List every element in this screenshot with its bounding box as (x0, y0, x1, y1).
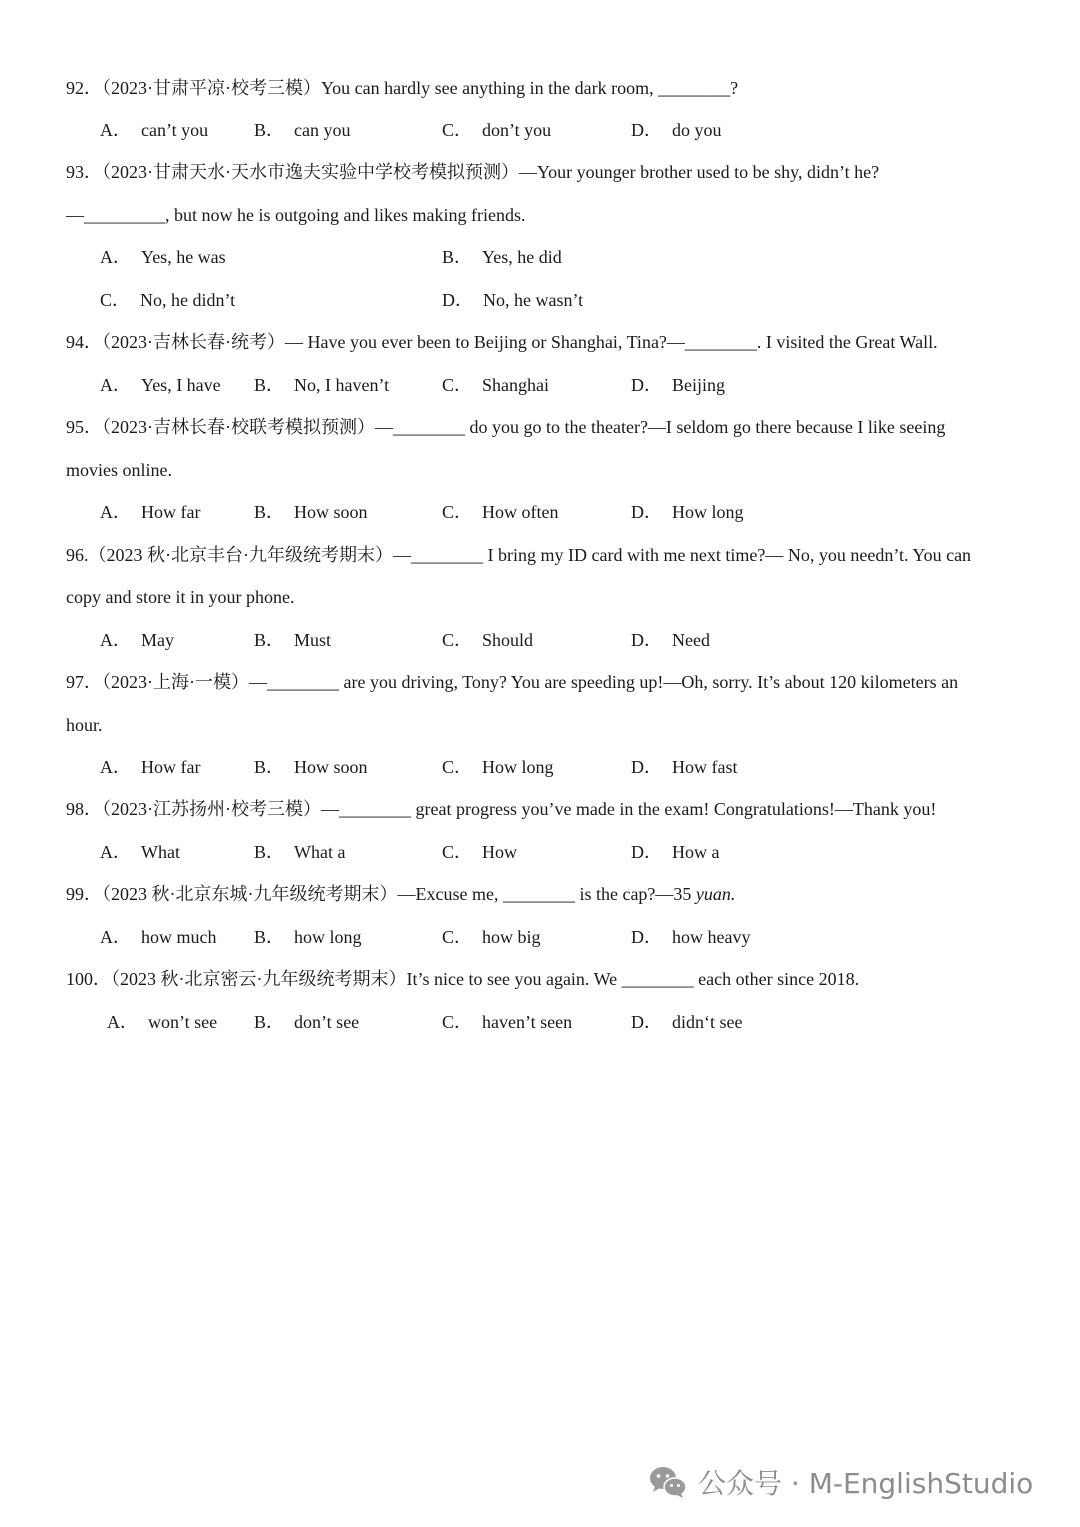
option-a: A． won’t see (107, 1012, 218, 1032)
question-93-stem-continued: —_________, but now he is outgoing and likes making friends. (66, 205, 526, 225)
option-b: B． Yes, he did (442, 247, 562, 267)
question-95-stem-continued: movies online. (66, 460, 172, 480)
question-96-stem: 96.（2023 秋·北京丰台·九年级统考期末）—________ I bring my ID card with me next time?— No, you needn’t. You can (66, 545, 972, 565)
option-c: C． How (442, 842, 518, 862)
question-92-stem: 92．（2023·甘肃平凉·校考三模）You can hardly see anything in the dark room, ________? (66, 78, 739, 98)
question-96-stem-continued: copy and store it in your phone. (66, 587, 295, 607)
question-100-stem: 100．（2023 秋·北京密云·九年级统考期末）It’s nice to see you again. We ________ each other since 2018. (66, 969, 860, 989)
option-c: C． How often (442, 502, 559, 522)
option-a: A． can’t you (100, 120, 209, 140)
option-b: B． How soon (254, 502, 368, 522)
option-d: D． how heavy (631, 927, 751, 947)
question-94-stem: 94．（2023·吉林长春·统考）— Have you ever been to Beijing or Shanghai, Tina?—________. I visited the Great Wall. (66, 332, 938, 352)
option-c: C． don’t you (442, 120, 552, 140)
watermark (648, 1462, 1033, 1502)
option-d: D． do you (631, 120, 722, 140)
option-a: A． How far (100, 757, 201, 777)
option-c: C． How long (442, 757, 554, 777)
question-99-stem-text: 99．（2023 秋·北京东城·九年级统考期末）—Excuse me, ________ is the cap?—35 (66, 884, 696, 904)
question-98-stem: 98．（2023·江苏扬州·校考三模）—________ great progress you’ve made in the exam! Congratulations!—Thank you! (66, 799, 937, 819)
option-b: B． can you (254, 120, 351, 140)
option-c: C． how big (442, 927, 541, 947)
option-b: B． How soon (254, 757, 368, 777)
question-97-stem-continued: hour. (66, 715, 103, 735)
option-d: D． How fast (631, 757, 738, 777)
option-a: A． What (100, 842, 180, 862)
option-d: D． No, he wasn’t (442, 290, 584, 310)
option-a: A． how much (100, 927, 217, 947)
option-d: D． Beijing (631, 375, 725, 395)
option-a: A． Yes, I have (100, 375, 221, 395)
question-99-stem (66, 883, 735, 905)
question-97-stem: 97．（2023·上海·一模）—________ are you driving, Tony? You are speeding up!—Oh, sorry. It’s about 120 kilometers an (66, 672, 959, 692)
watermark-text: 公众号 · M-EnglishStudio (698, 1467, 1034, 1500)
option-c: C． haven’t seen (442, 1012, 573, 1032)
question-95-stem: 95．（2023·吉林长春·校联考模拟预测）—________ do you go to the theater?—I seldom go there because I like seeing (66, 417, 946, 437)
option-a: A． Yes, he was (100, 247, 226, 267)
question-93-stem: 93．（2023·甘肃天水·天水市逸夫实验中学校考模拟预测）—Your younger brother used to be shy, didn’t he? (66, 162, 880, 182)
option-c: C． No, he didn’t (100, 290, 236, 310)
option-c: C． Should (442, 630, 534, 650)
option-b: B． how long (254, 927, 362, 947)
option-d: D． How a (631, 842, 720, 862)
option-d: D． How long (631, 502, 744, 522)
option-b: B． No, I haven’t (254, 375, 390, 395)
currency-unit: yuan. (695, 884, 736, 904)
option-a: A． How far (100, 502, 201, 522)
option-b: B． don’t see (254, 1012, 360, 1032)
option-d: D． didn‘t see (631, 1012, 743, 1032)
option-d: D． Need (631, 630, 710, 650)
wechat-icon (648, 1464, 688, 1500)
option-b: B． What a (254, 842, 346, 862)
option-a: A． May (100, 630, 174, 650)
option-b: B． Must (254, 630, 332, 650)
option-c: C． Shanghai (442, 375, 550, 395)
